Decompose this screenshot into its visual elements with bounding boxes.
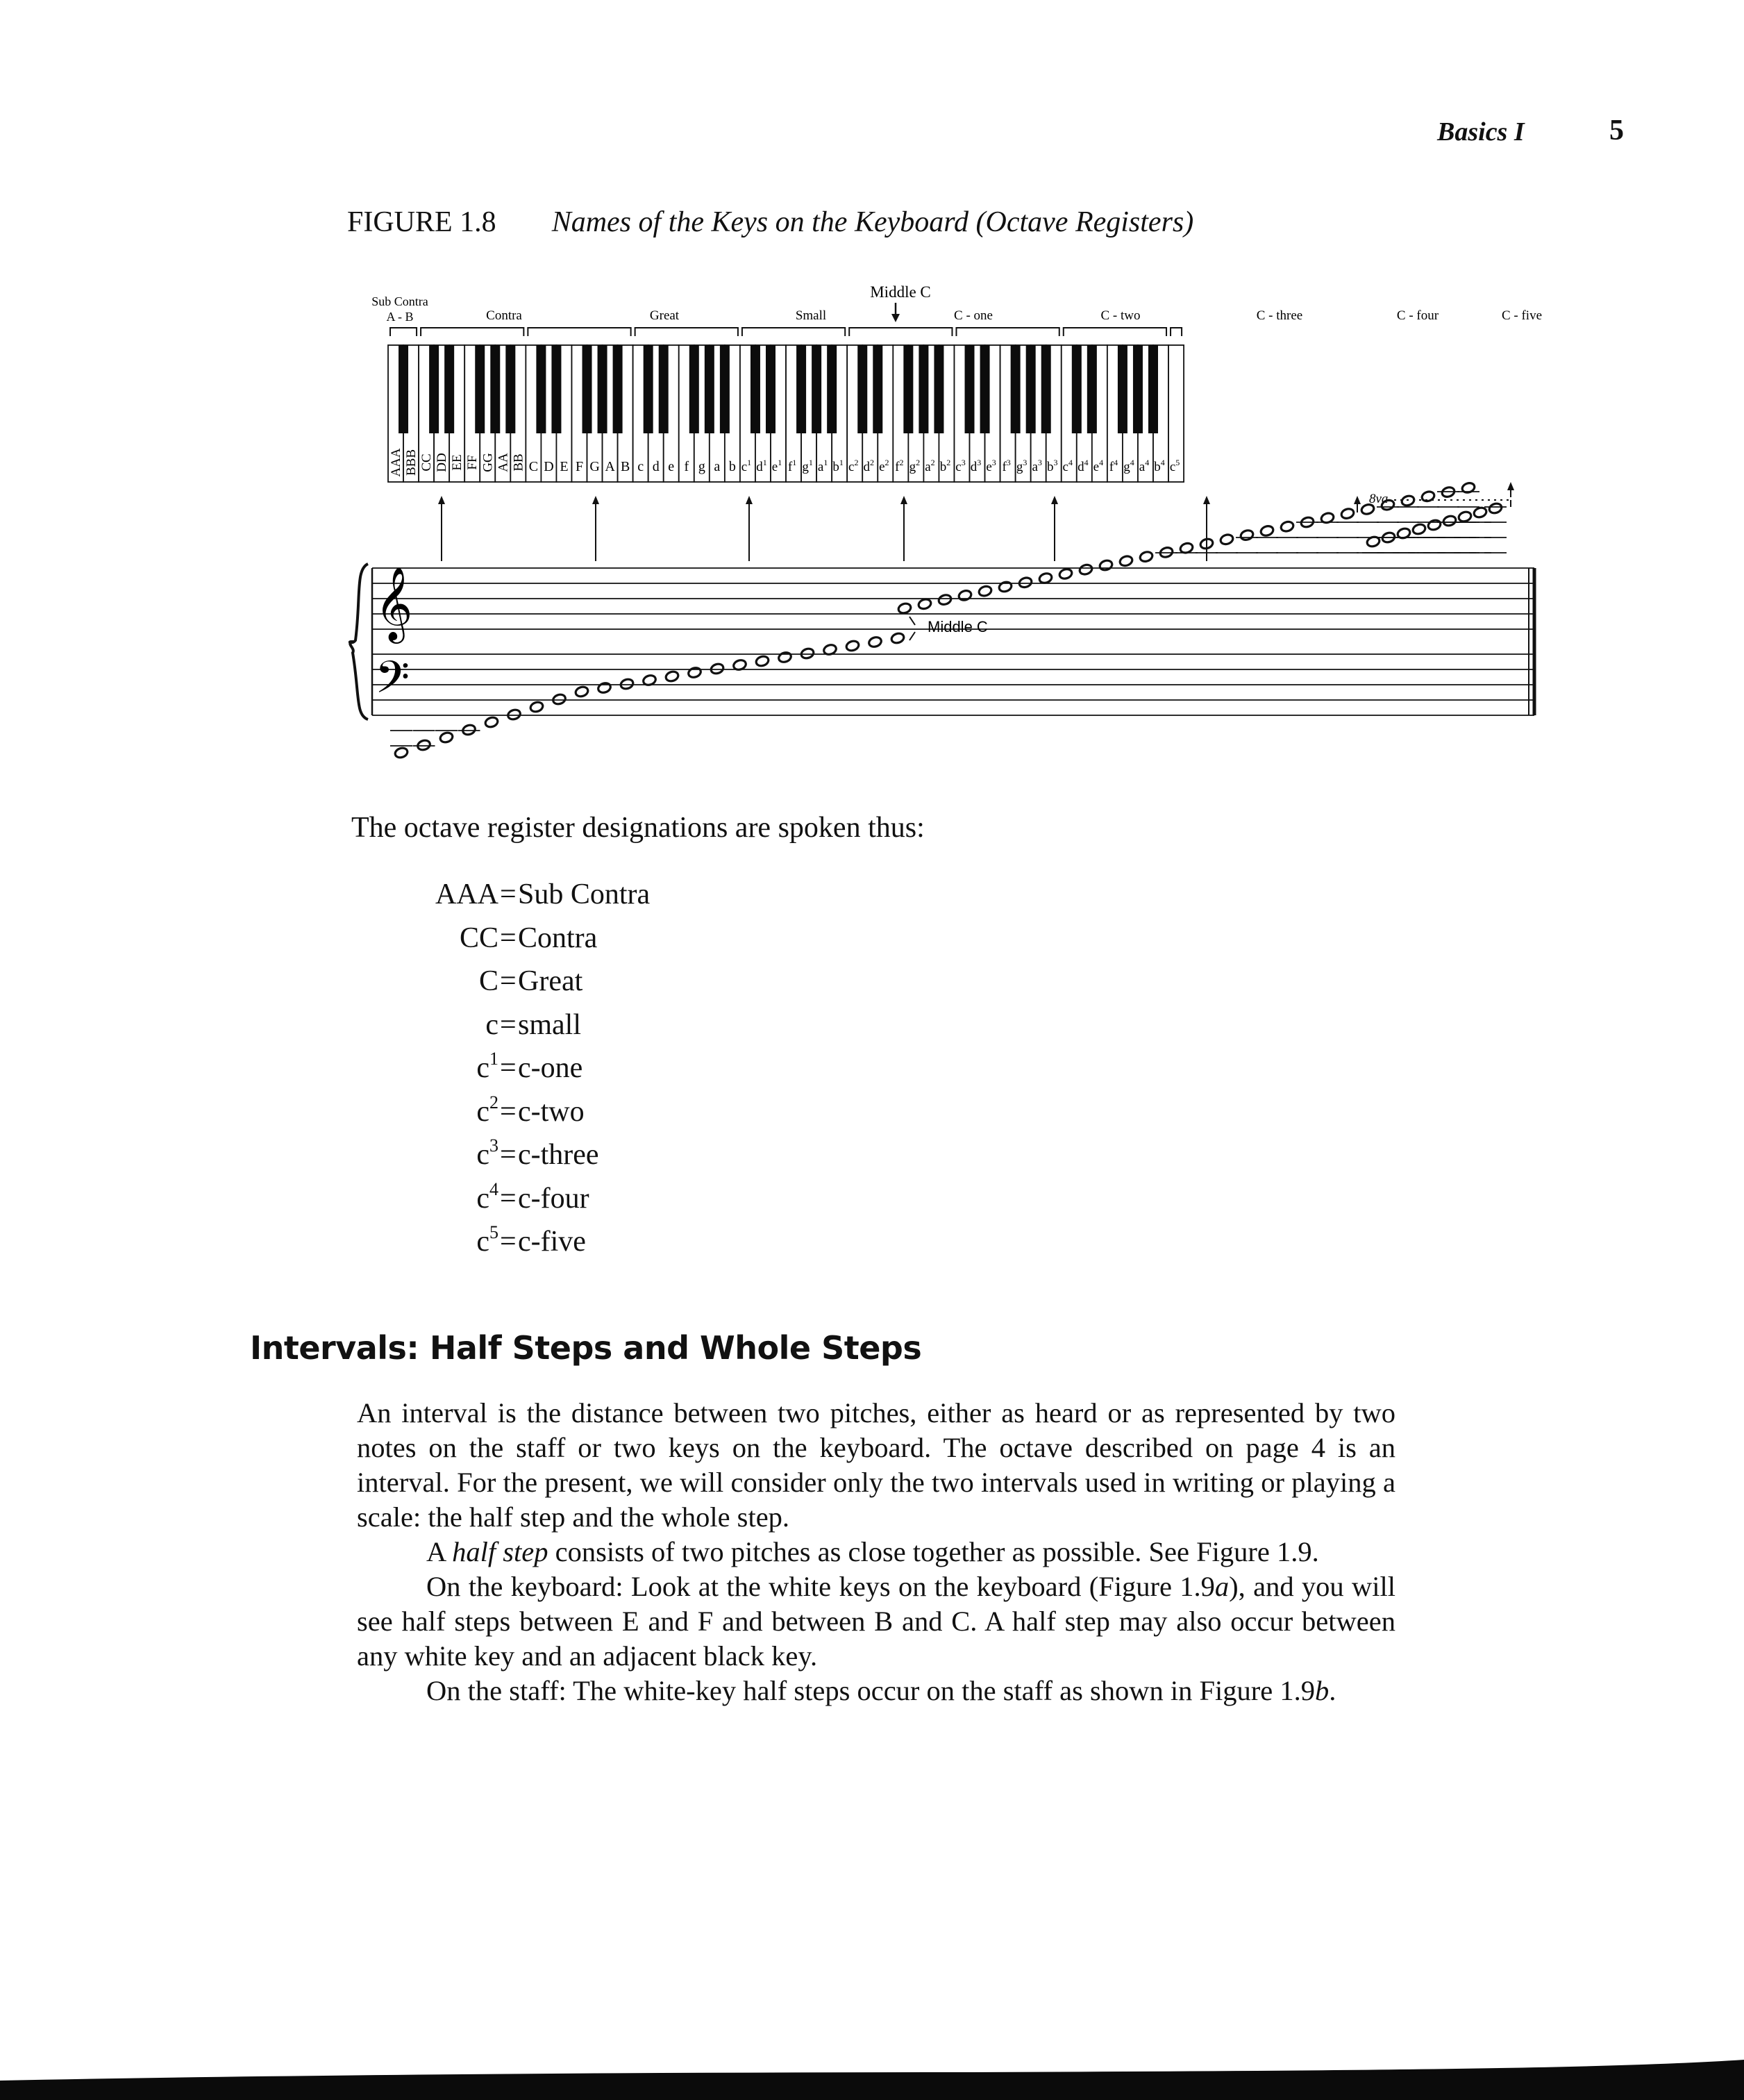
grand-staff [350, 564, 1534, 719]
octave-label: C - five [1501, 308, 1543, 323]
whole-note [1038, 572, 1053, 585]
black-key [444, 345, 454, 433]
arrowhead [438, 496, 445, 504]
designation-symbol: $c^2$ [476, 1092, 498, 1128]
key-label: $b^2$ [939, 458, 951, 474]
equals-sign: = [500, 1095, 517, 1128]
designation-name: c-four [518, 1182, 589, 1215]
figure-label: FIGURE 1.8 [347, 206, 496, 238]
arrowhead [746, 496, 753, 504]
intro-sentence: The octave register designations are spoken thus: [351, 812, 925, 844]
whole-note [552, 693, 567, 706]
black-key [796, 345, 806, 433]
octave-label: C - one [954, 308, 993, 323]
octave-bracket [742, 328, 845, 336]
designation-name: c-three [518, 1139, 599, 1171]
key-label: b [728, 459, 736, 474]
octave-bracket [1171, 328, 1182, 336]
arrowhead [1354, 496, 1361, 504]
whole-note [710, 662, 724, 675]
scan-bottom-edge [0, 2060, 1744, 2100]
key-label: FF [465, 455, 480, 470]
whole-note [462, 724, 476, 736]
middle-c-label: Middle C [870, 283, 931, 301]
whole-note [1018, 576, 1032, 589]
black-key [705, 345, 714, 433]
octave-bracket [956, 328, 1059, 336]
key-label: e [668, 459, 675, 474]
whole-note [800, 647, 814, 660]
key-label: $c^1$ [741, 458, 752, 474]
whole-note [1078, 563, 1093, 576]
key-label: $f^4$ [1109, 458, 1118, 474]
whole-note [778, 651, 792, 664]
black-key [812, 345, 821, 433]
black-key [1118, 345, 1127, 433]
key-label: $e^4$ [1093, 458, 1104, 474]
whole-note [1457, 510, 1472, 523]
black-key [934, 345, 944, 433]
equals-sign: = [500, 1182, 517, 1215]
key-label: $g^1$ [802, 458, 813, 474]
whole-note [978, 585, 992, 597]
whole-note [1118, 555, 1133, 567]
octave-label: C - two [1100, 308, 1141, 323]
equals-sign: = [500, 1226, 517, 1258]
key-label: d [652, 459, 660, 474]
staff-notes [390, 481, 1507, 759]
black-key [873, 345, 882, 433]
whole-note [687, 667, 702, 679]
key-label: a [714, 459, 721, 474]
key-label: $f^2$ [895, 458, 904, 474]
whole-note [1420, 490, 1435, 503]
black-key [766, 345, 775, 433]
key-label: AA [496, 453, 511, 472]
black-key [980, 345, 990, 433]
whole-note [1139, 551, 1153, 563]
middle-c-pointer [909, 617, 915, 625]
paragraph-3: On the keyboard: Look at the white keys on the keyboard (Figure 1.9a), and you will see half steps between E and F and between B and C. A half step may also occur between any white key and an adjacent black key. [357, 1571, 1396, 1672]
whole-note [897, 602, 912, 615]
black-key [1041, 345, 1051, 433]
whole-note [755, 655, 769, 667]
arrowhead [1507, 482, 1514, 490]
designation-row [389, 1008, 680, 1051]
key-label: G [589, 459, 600, 474]
black-key [720, 345, 730, 433]
black-key [644, 345, 653, 433]
designation-symbol: CC [459, 922, 498, 954]
whole-note [439, 731, 453, 744]
whole-note [574, 685, 589, 698]
designation-row [389, 1092, 680, 1138]
middle-c-pointer [909, 632, 915, 640]
key-label: $e^3$ [986, 458, 996, 474]
whole-note [1259, 524, 1274, 537]
octave-label: A - B [386, 310, 414, 324]
designation-row [389, 1051, 680, 1094]
key-label: g [698, 459, 705, 474]
key-label: $g^4$ [1123, 458, 1134, 474]
octave-label: Contra [486, 308, 522, 323]
black-key [582, 345, 592, 433]
whole-note [957, 589, 972, 601]
key-label: $d^4$ [1078, 458, 1089, 474]
staff-middle-c-label: Middle C [928, 618, 988, 635]
designation-symbol: $c^1$ [476, 1049, 498, 1084]
designation-row [389, 878, 680, 921]
key-label: $a^2$ [925, 458, 935, 474]
key-label: $d^1$ [756, 458, 767, 474]
section-heading: Intervals: Half Steps and Whole Steps [250, 1329, 922, 1367]
black-key [827, 345, 837, 433]
middle-c-arrow [891, 303, 900, 322]
key-label: $c^4$ [1062, 458, 1073, 474]
whole-note [664, 670, 679, 683]
equals-sign: = [500, 1139, 517, 1171]
bass-clef-icon: 𝄢 [375, 652, 410, 715]
key-label: $a^1$ [817, 458, 828, 474]
key-label: $e^1$ [771, 458, 782, 474]
whole-note [1473, 506, 1487, 519]
equals-sign: = [500, 878, 517, 910]
running-head: Basics I [1437, 117, 1525, 147]
designation-row [389, 965, 680, 1008]
keyboard-figure [0, 0, 1744, 778]
key-label: C [528, 459, 539, 474]
term-half-step: half step [452, 1536, 548, 1567]
designation-symbol: C [478, 965, 498, 997]
whole-note [1427, 519, 1441, 531]
key-label: F [575, 459, 584, 474]
key-label: c [637, 459, 644, 474]
key-label: $f^1$ [787, 458, 797, 474]
key-label: $f^3$ [1002, 458, 1011, 474]
whole-note [1360, 503, 1375, 515]
arrowhead [1051, 496, 1058, 504]
black-key [1133, 345, 1143, 433]
black-key [659, 345, 669, 433]
whole-note [417, 739, 431, 751]
equals-sign: = [500, 1008, 517, 1041]
black-key [613, 345, 623, 433]
whole-note [1411, 523, 1426, 535]
key-label: AAA [389, 448, 404, 477]
arrowhead [592, 496, 599, 504]
designation-name: c-one [518, 1052, 583, 1084]
key-label: DD [435, 453, 450, 472]
black-key [1072, 345, 1082, 433]
whole-note [507, 708, 521, 721]
key-label: $d^2$ [863, 458, 875, 474]
whole-note [1340, 508, 1355, 520]
key-label: $g^2$ [909, 458, 921, 474]
key-label: B [620, 459, 630, 474]
designation-name: c-five [518, 1226, 586, 1258]
black-key [1148, 345, 1158, 433]
key-label: $d^3$ [970, 458, 982, 474]
key-label: f [684, 459, 689, 474]
arrowhead [1203, 496, 1210, 504]
whole-note [998, 581, 1012, 593]
treble-clef-icon: 𝄞 [375, 566, 413, 640]
figure-title: Names of the Keys on the Keyboard (Octave Registers) [551, 206, 1194, 238]
octave-label: C - four [1396, 308, 1439, 323]
page-number: 5 [1609, 115, 1624, 147]
whole-note [937, 594, 952, 606]
key-label: D [544, 459, 554, 474]
key-label: E [560, 459, 569, 474]
designation-name: Contra [518, 922, 598, 954]
whole-note [890, 632, 905, 644]
whole-note [1219, 533, 1234, 546]
designation-row [389, 922, 680, 965]
arrowhead [900, 496, 907, 504]
brace [350, 564, 368, 719]
key-label: BB [511, 453, 526, 472]
black-key [857, 345, 867, 433]
black-key [751, 345, 760, 433]
octave-bracket [1064, 328, 1166, 336]
octave-label: Sub Contra [371, 294, 428, 308]
whole-note [1488, 502, 1502, 515]
octave-bracket [528, 328, 630, 336]
octave-label: Small [795, 308, 827, 323]
octave-bracket [849, 328, 952, 336]
black-key [536, 345, 546, 433]
octave-bracket [421, 328, 523, 336]
designation-symbol: c [485, 1008, 498, 1041]
register-arrows [438, 482, 1514, 561]
whole-note [394, 747, 408, 759]
designation-row [389, 1135, 680, 1181]
octave-bracket [635, 328, 738, 336]
whole-note [597, 682, 612, 694]
key-label: A [605, 459, 615, 474]
designation-symbol: $c^4$ [476, 1178, 498, 1215]
equals-sign: = [500, 965, 517, 997]
whole-note [1442, 515, 1457, 527]
designation-row [389, 1222, 680, 1268]
black-key [475, 345, 485, 433]
body-text [357, 1396, 1395, 1708]
black-key [919, 345, 928, 433]
designation-name: c-two [518, 1095, 585, 1128]
designation-symbol: $c^5$ [476, 1222, 498, 1258]
whole-note [1239, 529, 1254, 542]
whole-note [917, 598, 932, 610]
designation-name: Great [518, 965, 583, 997]
whole-note [845, 640, 860, 652]
paragraph-2: A half step consists of two pitches as close together as possible. See Figure 1.9. [426, 1536, 1319, 1567]
key-label: $a^3$ [1032, 458, 1042, 474]
black-key [551, 345, 561, 433]
black-key [1087, 345, 1097, 433]
black-key [965, 345, 975, 433]
designation-name: Sub Contra [518, 878, 651, 910]
whole-note [1280, 520, 1294, 533]
octave-label: Great [649, 308, 680, 323]
key-label: $b^3$ [1046, 458, 1058, 474]
key-label: CC [419, 453, 435, 472]
paragraph-1: An interval is the distance between two pitches, either as heard or as represented by two notes on the staff or two keys on the keyboard. The octave described on page 4 is an interval. For the present, we will consider only the two intervals used in writing or playing a scale: the half step and the whole step. [357, 1397, 1395, 1533]
black-key [429, 345, 439, 433]
key-label: $b^1$ [832, 458, 844, 474]
black-key [903, 345, 913, 433]
key-label: $e^2$ [879, 458, 889, 474]
black-key [1011, 345, 1021, 433]
key-label: $a^4$ [1139, 458, 1150, 474]
equals-sign: = [500, 1052, 517, 1084]
whole-note [619, 678, 634, 690]
key-label: $g^3$ [1016, 458, 1028, 474]
whole-note [1058, 567, 1073, 580]
black-key [490, 345, 500, 433]
paragraph-4: On the staff: The white-key half steps occur on the staff as shown in Figure 1.9b. [426, 1675, 1336, 1706]
ottava-label: 8va [1369, 492, 1389, 506]
black-key [399, 345, 408, 433]
whole-note [484, 716, 498, 728]
key-label: $c^5$ [1169, 458, 1180, 474]
equals-sign: = [500, 922, 517, 954]
black-key [689, 345, 699, 433]
octave-label: C - three [1256, 308, 1303, 323]
key-label: $c^2$ [848, 458, 859, 474]
key-label: $b^4$ [1154, 458, 1165, 474]
whole-note [529, 701, 544, 713]
octave-brackets [390, 328, 1182, 336]
whole-note [1098, 559, 1113, 572]
key-label: BBB [404, 449, 419, 476]
designation-name: small [518, 1008, 581, 1041]
black-key [598, 345, 607, 433]
black-key [1026, 345, 1036, 433]
designation-symbol: AAA [435, 878, 498, 910]
key-label: EE [450, 454, 465, 471]
octave-bracket [390, 328, 417, 336]
designation-symbol: $c^3$ [476, 1135, 498, 1171]
octave-labels [371, 294, 1542, 324]
whole-note [868, 636, 882, 649]
designation-row [389, 1178, 680, 1225]
key-label: GG [480, 453, 496, 472]
key-label: $c^3$ [955, 458, 966, 474]
black-key [505, 345, 515, 433]
